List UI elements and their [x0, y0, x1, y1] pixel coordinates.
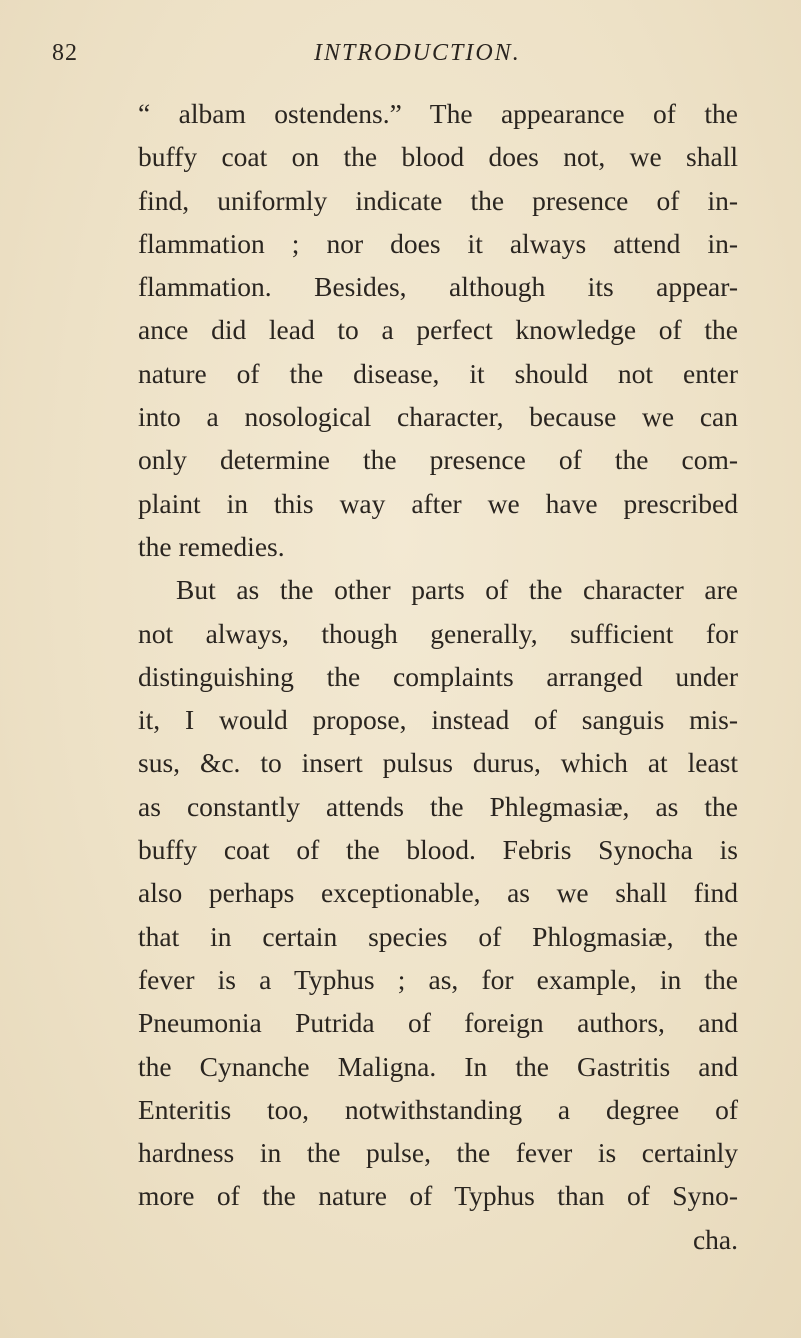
text-line: distinguishing the complaints arranged under	[138, 660, 738, 692]
text-line: Pneumonia Putrida of foreign authors, and	[138, 1007, 738, 1039]
text-line: into a nosological character, because we can	[138, 401, 738, 433]
running-title: INTRODUCTION.	[314, 40, 521, 66]
text-line: flammation ; nor does it always attend in-	[138, 227, 738, 259]
text-line: that in certain species of Phlogmasiæ, the	[138, 920, 738, 952]
text-line: Enteritis too, notwithstanding a degree of	[138, 1093, 738, 1125]
text-line: plaint in this way after we have prescribed	[138, 487, 738, 519]
text-line: the remedies.	[138, 530, 285, 562]
text-line: also perhaps exceptionable, as we shall find	[138, 877, 738, 909]
page-number: 82	[52, 40, 78, 66]
text-line: as constantly attends the Phlegmasiæ, as the	[138, 790, 738, 822]
text-line: ance did lead to a perfect knowledge of the	[138, 314, 738, 346]
text-line: only determine the presence of the com-	[138, 444, 738, 476]
text-line: buffy coat on the blood does not, we shall	[138, 141, 738, 173]
text-line: sus, &c. to insert pulsus durus, which at least	[138, 747, 738, 779]
text-line: But as the other parts of the character are	[176, 574, 738, 606]
running-head	[52, 40, 749, 80]
text-line: not always, though generally, sufficient for	[138, 617, 738, 649]
text-line: hardness in the pulse, the fever is certainly	[138, 1137, 738, 1169]
text-line: cha.	[692, 1223, 738, 1255]
text-line: more of the nature of Typhus than of Syno-	[138, 1180, 738, 1212]
text-line: the Cynanche Maligna. In the Gastritis and	[138, 1050, 738, 1082]
text-line: flammation. Besides, although its appear-	[138, 271, 738, 303]
text-line: buffy coat of the blood. Febris Synocha is	[138, 834, 738, 866]
text-line: fever is a Typhus ; as, for example, in the	[138, 963, 738, 995]
text-line: nature of the disease, it should not enter	[138, 357, 738, 389]
body-text	[138, 92, 738, 1261]
text-line: find, uniformly indicate the presence of in-	[138, 184, 738, 216]
text-line: “ albam ostendens.” The appearance of the	[138, 98, 738, 129]
text-line: it, I would propose, instead of sanguis mis-	[138, 704, 738, 736]
